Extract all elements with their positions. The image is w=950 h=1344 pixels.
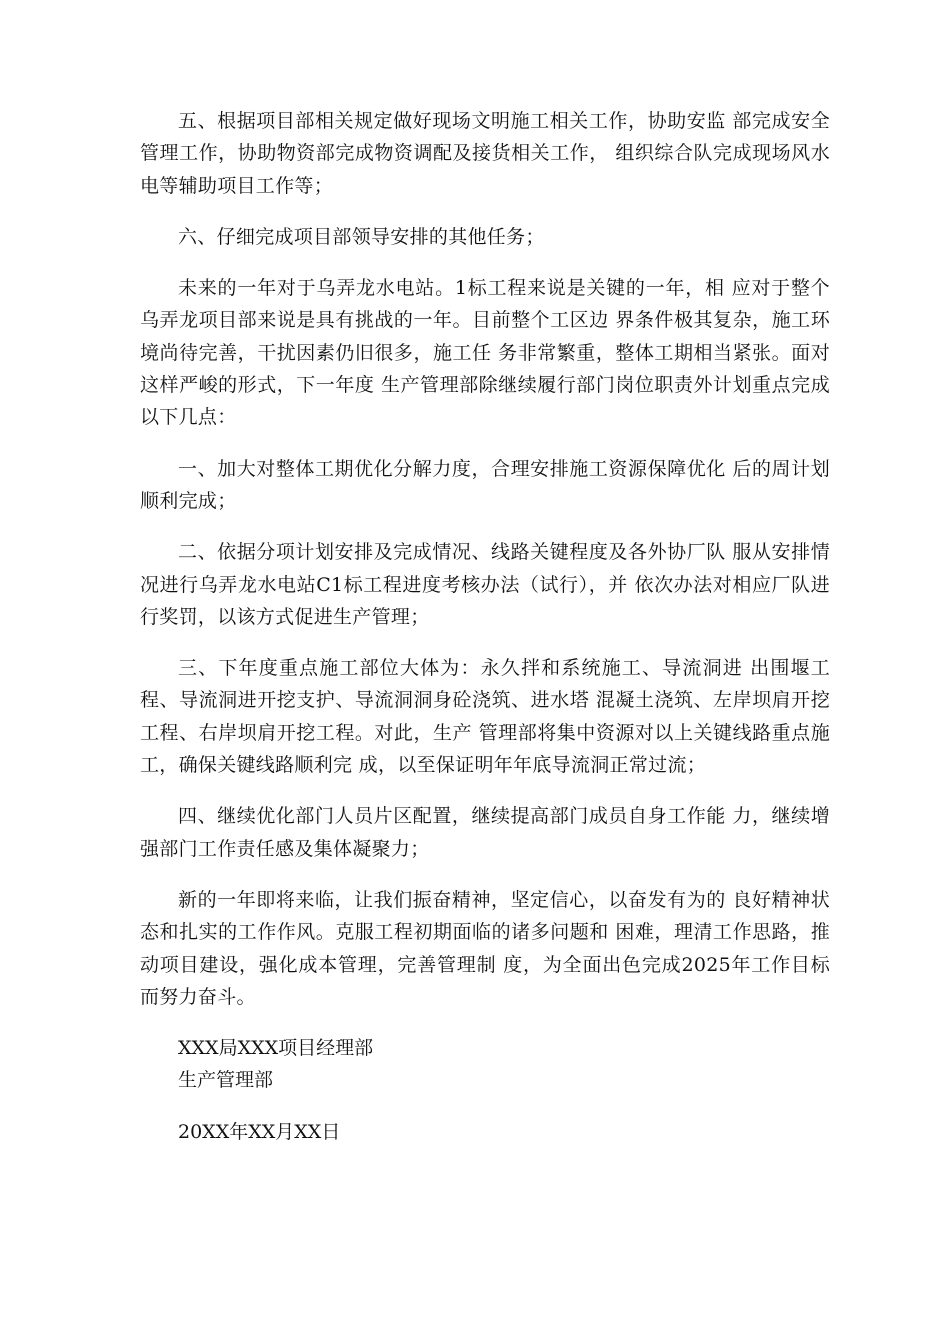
paragraph-item-five: 五、根据项目部相关规定做好现场文明施工相关工作，协助安监 部完成安全管理工作，协助物资部完成物资调配及接货相关工作， 组织综合队完成现场风水电等辅助项目工作等； — [140, 110, 830, 197]
document-body — [140, 105, 830, 1148]
signature-organization: XXX局XXX项目经理部 — [178, 1037, 374, 1060]
paragraph-plan-one: 一、加大对整体工期优化分解力度，合理安排施工资源保障优化 后的周计划顺利完成； — [140, 457, 830, 512]
paragraph-plan-four: 四、继续优化部门人员片区配置，继续提高部门成员自身工作能 力，继续增强部门工作责任感及集体凝聚力； — [140, 805, 830, 860]
paragraph-plan-three: 三、下年度重点施工部位大体为：永久拌和系统施工、导流洞进 出围堰工程、导流洞进开挖支护、导流洞洞身砼浇筑、进水塔 混凝土浇筑、左岸坝肩开挖工程、右岸坝肩开挖工程。对此，生产 管理部将集中资源对以上关键线路重点施工，确保关键线路顺利完 成，以至保证明年年底导流洞正常过流； — [140, 657, 830, 777]
paragraph-item-six: 六、仔细完成项目部领导安排的其他任务； — [178, 225, 545, 248]
signature-department: 生产管理部 — [178, 1069, 274, 1092]
paragraph-closing: 新的一年即将来临，让我们振奋精神，坚定信心，以奋发有为的 良好精神状态和扎实的工作作风。克服工程初期面临的诸多问题和 困难，理清工作思路，推动项目建设，强化成本管理，完善管理制 度，为全面出色完成2025年工作目标而努力奋斗。 — [140, 888, 830, 1008]
paragraph-plan-two: 二、依据分项计划安排及完成情况、线路关键程度及各外协厂队 服从安排情况进行乌弄龙水电站C1标工程进度考核办法（试行），并 依次办法对相应厂队进行奖罚，以该方式促进生产管理； — [140, 541, 830, 628]
signature-date: 20XX年XX月XX日 — [178, 1120, 341, 1143]
paragraph-outlook: 未来的一年对于乌弄龙水电站。1标工程来说是关键的一年，相 应对于整个乌弄龙项目部来说是具有挑战的一年。目前整个工区边 界条件极其复杂，施工环境尚待完善，干扰因素仍旧很多，施工任 务非常繁重，整体工期相当紧张。面对这样严峻的形式，下一年度 生产管理部除继续履行部门岗位职责外计划重点完成以下几点： — [140, 277, 830, 429]
